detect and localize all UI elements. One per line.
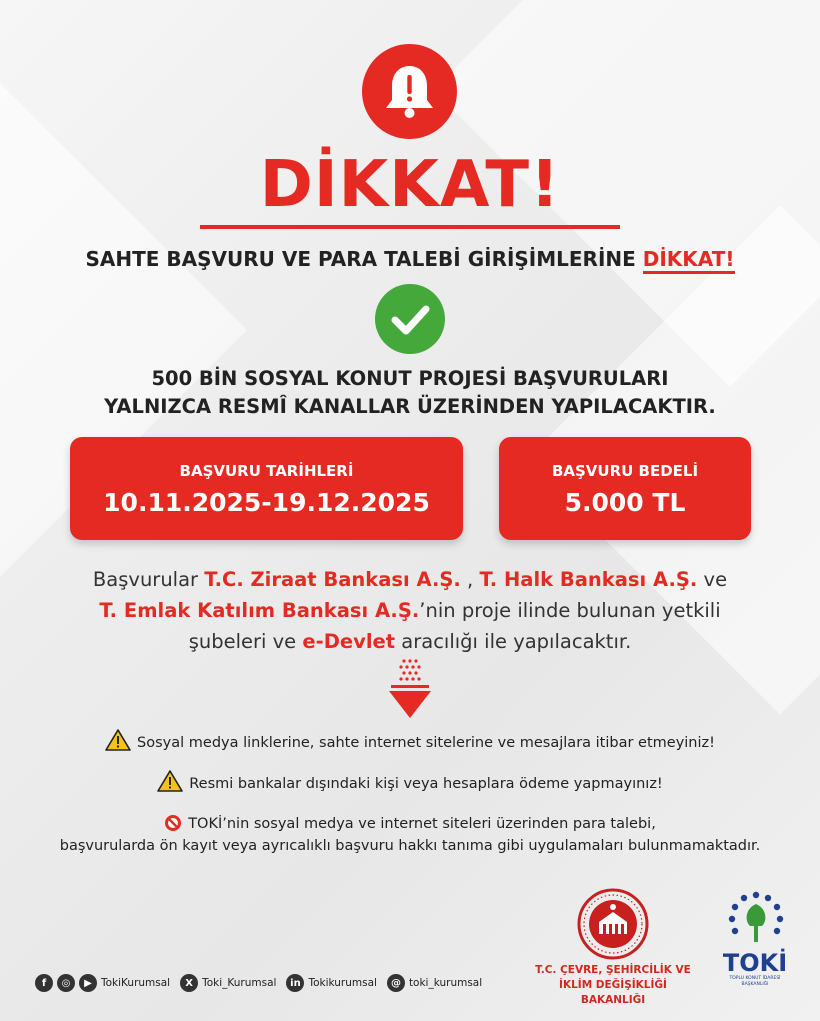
checkmark-icon bbox=[375, 284, 445, 354]
down-arrow-icon bbox=[385, 658, 435, 720]
youtube-icon[interactable]: ▶ bbox=[79, 974, 97, 992]
info-text: ve bbox=[697, 568, 728, 591]
facebook-icon[interactable]: f bbox=[35, 974, 53, 992]
edevlet-name: e-Devlet bbox=[302, 630, 396, 653]
warning-highlight: DİKKAT! bbox=[643, 247, 735, 274]
note-toki-line-2: başvurularda ön kayıt veya ayrıcalıklı başvuru hakkı tanıma gibi uygulamaları bulunmamaktadır. bbox=[59, 838, 761, 854]
note-social-media bbox=[0, 729, 820, 754]
warning-text: SAHTE BAŞVURU VE PARA TALEBİ GİRİŞİMLERİNE bbox=[85, 247, 643, 271]
prohibited-icon bbox=[164, 814, 182, 832]
info-text: şubeleri ve bbox=[188, 630, 303, 653]
x-icon[interactable]: X bbox=[180, 974, 198, 992]
warning-triangle-icon bbox=[157, 770, 183, 792]
ministry-logo bbox=[577, 888, 649, 960]
linkedin-icon[interactable]: in bbox=[286, 974, 304, 992]
title-underline bbox=[200, 225, 620, 229]
x-handle[interactable]: Toki_Kurumsal bbox=[202, 977, 277, 989]
note-text: Sosyal medya linklerine, sahte internet sitelerine ve mesajlara itibar etmeyiniz! bbox=[137, 735, 715, 751]
note-payment bbox=[0, 770, 820, 795]
linkedin-handle[interactable]: Tokikurumsal bbox=[308, 977, 377, 989]
ministry-name bbox=[532, 963, 694, 1008]
threads-icon[interactable]: @ bbox=[387, 974, 405, 992]
dates-value: 10.11.2025-19.12.2025 bbox=[103, 488, 430, 517]
info-text: , bbox=[460, 568, 480, 591]
dates-label: BAŞVURU TARİHLERİ bbox=[179, 462, 354, 480]
info-text: aracılığı ile yapılacaktır. bbox=[395, 630, 632, 653]
fee-value: 5.000 TL bbox=[564, 488, 686, 517]
info-line-2 bbox=[0, 595, 820, 626]
note-toki bbox=[0, 813, 820, 857]
instagram-icon[interactable]: ◎ bbox=[57, 974, 75, 992]
social-links bbox=[35, 972, 492, 994]
info-text: ’nin proje ilinde bulunan yetkili bbox=[419, 599, 721, 622]
info-line-3 bbox=[0, 626, 820, 657]
threads-handle[interactable]: toki_kurumsal bbox=[408, 977, 483, 989]
warning-triangle-icon bbox=[105, 729, 131, 751]
note-toki-line-1 bbox=[0, 813, 820, 835]
toki-subtitle: TOPLU KONUT İDARESİ BAŞKANLIĞI bbox=[729, 976, 781, 987]
toki-wordmark: TOKİ bbox=[722, 949, 788, 977]
youtube-handle[interactable]: TokiKurumsal bbox=[101, 977, 171, 989]
info-line-1 bbox=[0, 564, 820, 595]
info-text: Başvurular bbox=[92, 568, 205, 591]
toki-logo bbox=[726, 890, 786, 950]
headline-line-1: 500 BİN SOSYAL KONUT PROJESİ BAŞVURULARI bbox=[151, 367, 669, 390]
headline bbox=[0, 365, 820, 421]
application-fee-box bbox=[499, 437, 751, 540]
bank-name: T. Emlak Katılım Bankası A.Ş. bbox=[99, 599, 420, 622]
note-text: Resmi bankalar dışındaki kişi veya hesaplara ödeme yapmayınız! bbox=[189, 776, 663, 792]
page-title: DİKKAT! bbox=[259, 148, 561, 222]
fee-label: BAŞVURU BEDELİ bbox=[551, 462, 699, 480]
note-text: TOKİ’nin sosyal medya ve internet siteleri üzerinden para talebi, bbox=[188, 816, 656, 832]
warning-line bbox=[0, 246, 820, 272]
alarm-bell-icon bbox=[362, 44, 457, 139]
ministry-name-line-2: İKLİM DEĞİŞİKLİĞİ BAKANLIĞI bbox=[559, 979, 667, 1006]
bank-name: T. Halk Bankası A.Ş. bbox=[479, 568, 698, 591]
application-dates-box bbox=[70, 437, 463, 540]
headline-line-2: YALNIZCA RESMÎ KANALLAR ÜZERİNDEN YAPILACAKTIR. bbox=[104, 395, 716, 418]
bank-name: T.C. Ziraat Bankası A.Ş. bbox=[204, 568, 461, 591]
ministry-name-line-1: T.C. ÇEVRE, ŞEHİRCİLİK VE bbox=[535, 964, 691, 976]
info-paragraph bbox=[0, 564, 820, 657]
